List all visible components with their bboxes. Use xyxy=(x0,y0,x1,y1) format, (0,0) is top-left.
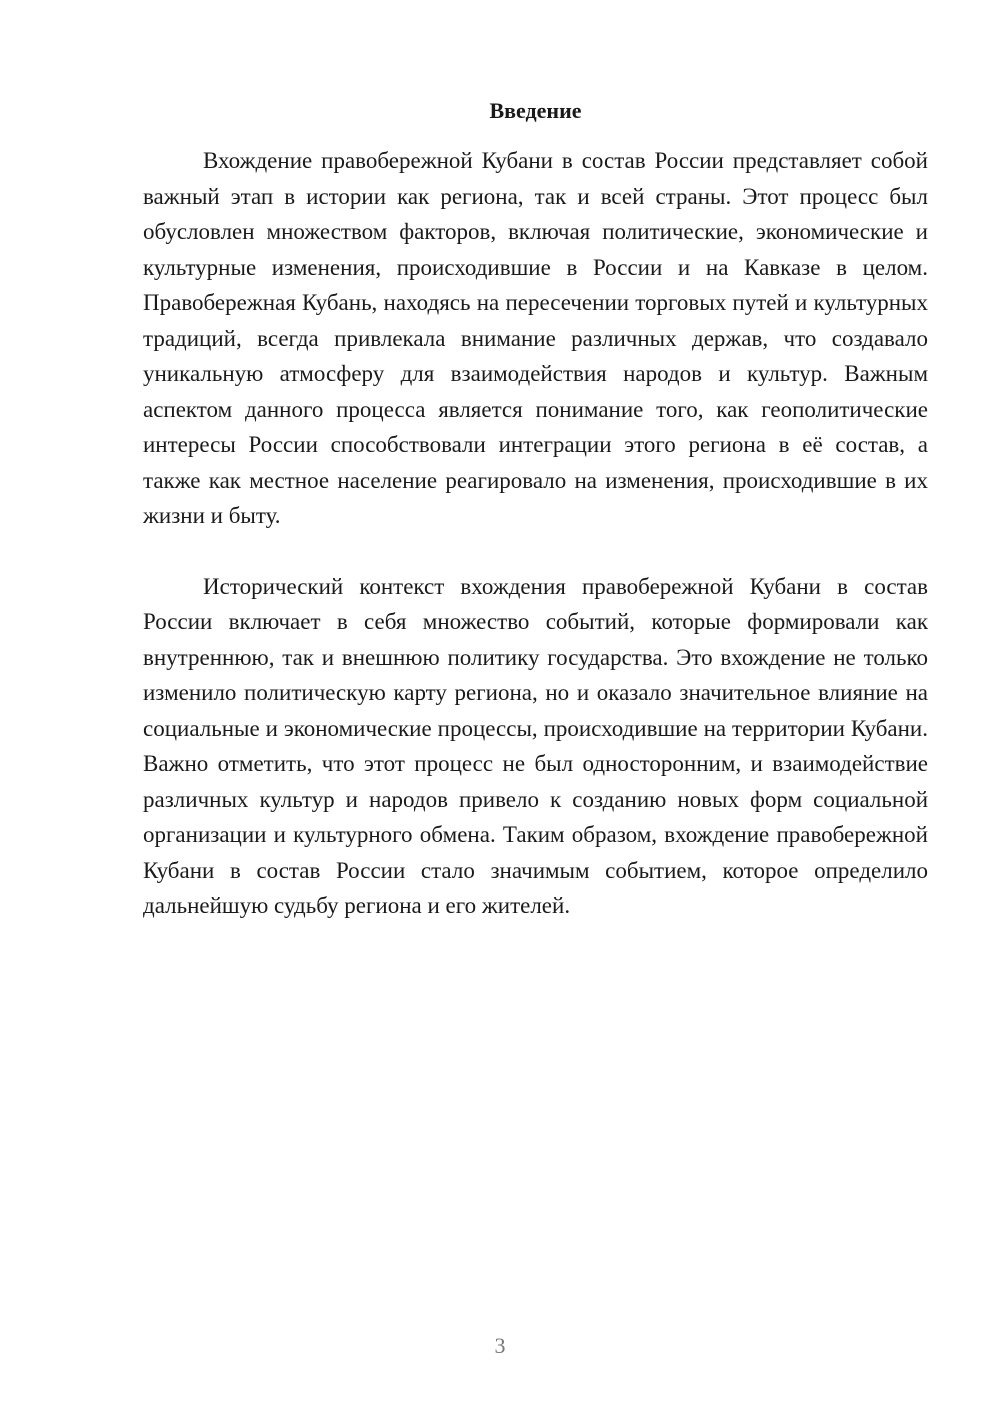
section-heading: Введение xyxy=(489,98,582,123)
body-text xyxy=(143,143,928,924)
paragraph-1: Вхождение правобережной Кубани в состав России представляет собой важный этап в истории как региона, так и всей страны. Этот процесс был обусловлен множеством факторов, включая политические, экономические и культурные изменения, происходившие в России и на Кавказе в целом. Правобережная Кубань, находясь на пересечении торговых путей и культурных традиций, всегда привлекала внимание различных держав, что создавало уникальную атмосферу для взаимодействия народов и культур. Важным аспектом данного процесса является понимание того, как геополитические интересы России способствовали интеграции этого региона в её состав, а также как местное население реагировало на изменения, происходившие в их жизни и быту. xyxy=(143,148,928,528)
page-number: 3 xyxy=(494,1333,506,1358)
paragraph-2: Исторический контекст вхождения правобережной Кубани в состав России включает в себя множество событий, которые формировали как внутреннюю, так и внешнюю политику государства. Это вхождение не только изменило политическую карту региона, но и оказало значительное влияние на социальные и экономические процессы, происходившие на территории Кубани. Важно отметить, что этот процесс не был односторонним, и взаимодействие различных культур и народов привело к созданию новых форм социальной организации и культурного обмена. Таким образом, вхождение правобережной Кубани в состав России стало значимым событием, которое определило дальнейшую судьбу региона и его жителей. xyxy=(143,573,928,918)
